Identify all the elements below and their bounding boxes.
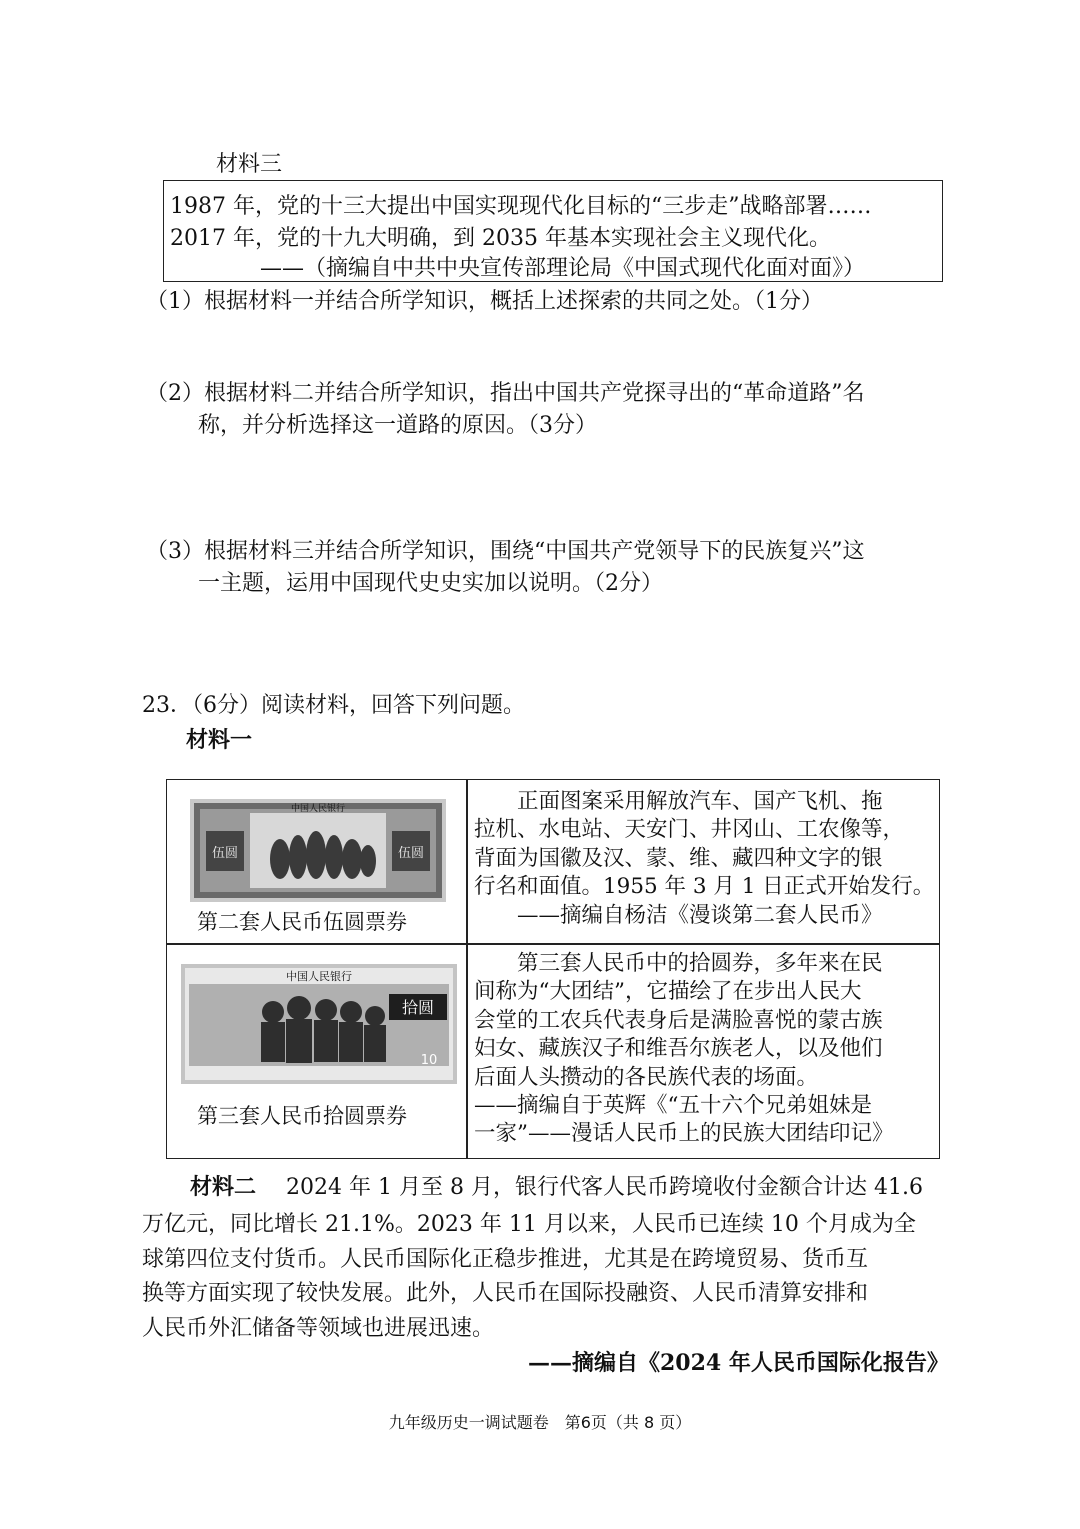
note-row2-line3: 会堂的工农兵代表身后是满脸喜悦的蒙古族 [474, 1007, 883, 1033]
page-footer: 九年级历史一调试题卷 第6页（共 8 页） [388, 1413, 692, 1432]
note-row2-line5: 后面人头攒动的各民族代表的场面。 [474, 1064, 819, 1090]
note-row1-line2: 拉机、水电站、天安门、井冈山、工农像等， [474, 817, 905, 843]
material2-heading: 材料二 [190, 1174, 257, 1200]
question-3-line1: （3）根据材料三并结合所学知识，围绕“中国共产党领导下的民族复兴”这 [146, 539, 865, 564]
note-row2-line4: 妇女、藏族汉子和维吾尔族老人，以及他们 [474, 1036, 883, 1062]
material3-source: ——（摘编自中共中央宣传部理论局《中国式现代化面对面》） [260, 256, 866, 281]
material2-source: ——摘编自《2024 年人民币国际化报告》 [528, 1350, 949, 1376]
note-row2 [474, 950, 894, 1149]
question-2-line2: 称，并分析选择这一道路的原因。（3分） [198, 412, 597, 438]
material3-heading: 材料三 [216, 152, 283, 177]
q23-title: 23．（6分）阅读材料，回答下列问题。 [142, 693, 525, 718]
note-row1-line5: ——摘编自杨洁《漫谈第二套人民币》 [474, 902, 883, 928]
banknote-5-banner: 中国人民银行 [290, 804, 346, 814]
note-row2-line1: 第三套人民币中的拾圆券，多年来在民 [474, 951, 883, 976]
table-divider-horizontal [167, 943, 939, 945]
question-2-line1: （2）根据材料二并结合所学知识，指出中国共产党探寻出的“革命道路”名 [146, 381, 865, 406]
banknote-5-value-right: 伍圆 [397, 846, 425, 861]
question-1-line1: （1）根据材料一并结合所学知识，概括上述探索的共同之处。（1分） [146, 289, 823, 314]
caption-row1: 第二套人民币伍圆票券 [197, 910, 407, 934]
material2-line5: 人民币外汇储备等领域也进展迅速。 [142, 1316, 495, 1341]
note-row2-line7: 一家”——漫话人民币上的民族大团结印记》 [474, 1121, 894, 1147]
banknote-10-banner: 中国人民银行 [286, 970, 352, 983]
note-row1 [474, 788, 934, 930]
banknote-10-number: 10 [420, 1053, 438, 1068]
material3-line1: 1987 年，党的十三大提出中国实现现代化目标的“三步走”战略部署…… [170, 194, 872, 219]
material3-box [163, 180, 943, 282]
material2-line3: 球第四位支付货币。人民币国际化正稳步推进，尤其是在跨境贸易、货币互 [142, 1247, 869, 1272]
q23-material1-heading: 材料一 [186, 727, 253, 753]
material2-line1-text: 2024 年 1 月至 8 月，银行代客人民币跨境收付金额合计达 41.6 [286, 1175, 923, 1200]
note-row2-line2: 间称为“大团结”，它描绘了在步出人民大 [474, 979, 862, 1005]
banknote-10-value: 拾圆 [401, 998, 435, 1017]
material1-table [166, 779, 940, 1159]
banknote-5-value-left: 伍圆 [211, 846, 239, 861]
question-3-line2: 一主题，运用中国现代史史实加以说明。（2分） [198, 570, 663, 596]
note-row1-line4: 行名和面值。1955 年 3 月 1 日正式开始发行。 [474, 874, 935, 900]
banknote-10-yuan-image [181, 964, 457, 1084]
material2-line2: 万亿元，同比增长 21.1%。2023 年 11 月以来，人民币已连续 10 个月成为全 [142, 1212, 916, 1237]
question-1 [146, 286, 823, 318]
note-row2-line6: ——摘编自于英辉《“五十六个兄弟姐妹是 [474, 1092, 872, 1118]
question-3 [146, 536, 865, 600]
table-divider-vertical [466, 780, 468, 1158]
material2-line4: 换等方面实现了较快发展。此外，人民币在国际投融资、人民币清算安排和 [142, 1281, 869, 1306]
note-row1-line3: 背面为国徽及汉、蒙、维、藏四种文字的银 [474, 845, 883, 871]
caption-row2: 第三套人民币拾圆票券 [197, 1104, 407, 1128]
note-row1-line1: 正面图案采用解放汽车、国产飞机、拖 [474, 789, 883, 814]
material2-line1 [142, 1170, 923, 1201]
material3-line2: 2017 年，党的十九大明确，到 2035 年基本实现社会主义现代化。 [170, 226, 831, 251]
banknote-5-yuan-image [190, 799, 446, 902]
question-2 [146, 378, 865, 442]
